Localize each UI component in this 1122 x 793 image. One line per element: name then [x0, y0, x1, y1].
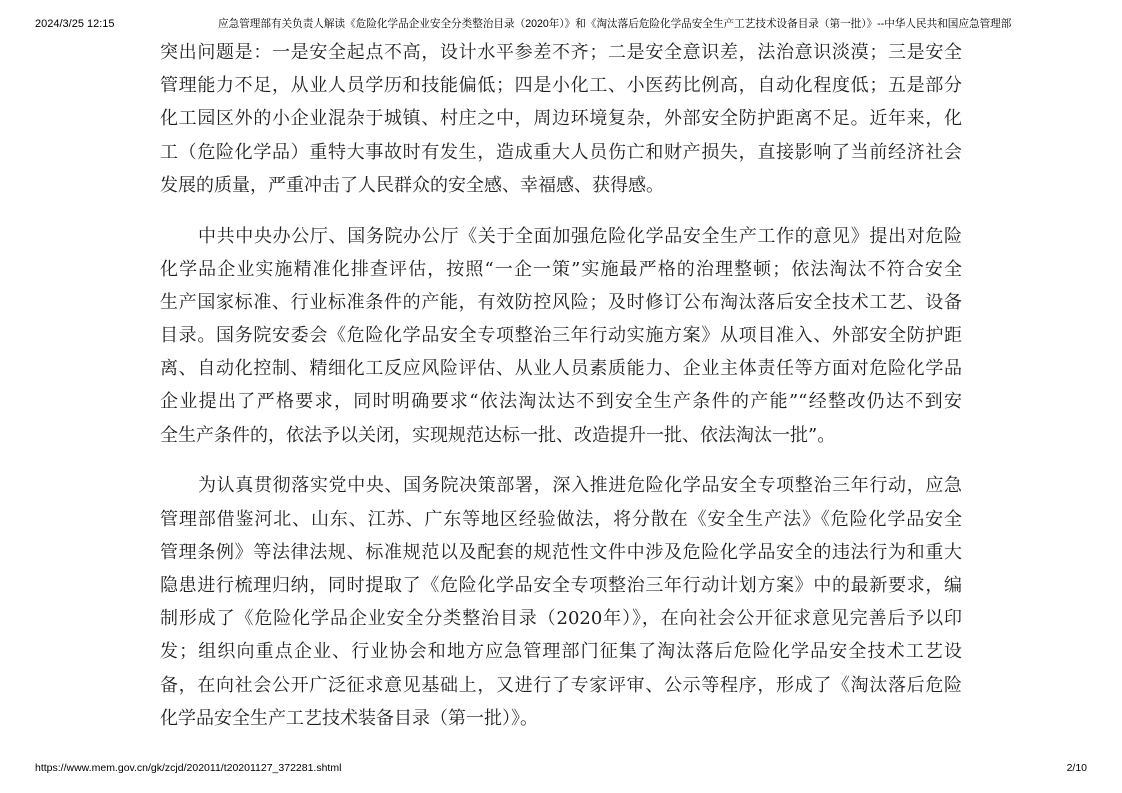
text-line: 发；组织向重点企业、行业协会和地方应急管理部门征集了淘汰落后危险化学品安全技术工艺设	[160, 641, 962, 663]
text-line: 化工园区外的小企业混杂于城镇、村庄之中，周边环境复杂，外部安全防护距离不足。近年来，化	[160, 108, 962, 130]
text-line: 企业提出了严格要求，同时明确要求“依法淘汰达不到安全生产条件的产能”“经整改仍达不到安	[160, 391, 962, 413]
paragraph	[160, 469, 962, 735]
text-line: 离、自动化控制、精细化工反应风险评估、从业人员素质能力、企业主体责任等方面对危险化学品	[160, 358, 962, 380]
text-line: 管理条例》等法律法规、标准规范以及配套的规范性文件中涉及危险化学品安全的违法行为和重大	[160, 541, 962, 563]
paragraph	[160, 220, 962, 452]
text-line: 化学品企业实施精准化排查评估，按照“一企一策”实施最严格的治理整顿；依法淘汰不符合安全	[160, 258, 962, 280]
text-line: 为认真贯彻落实党中央、国务院决策部署，深入推进危险化学品安全专项整治三年行动，应急	[198, 475, 962, 497]
text-line: 管理能力不足，从业人员学历和技能偏低；四是小化工、小医药比例高，自动化程度低；五是部分	[160, 75, 962, 97]
text-line: 生产国家标准、行业标准条件的产能，有效防控风险；及时修订公布淘汰落后安全技术工艺、设备	[160, 291, 962, 313]
text-line: 管理部借鉴河北、山东、江苏、广东等地区经验做法，将分散在《安全生产法》《危险化学品安全	[160, 508, 962, 530]
text-line: 全生产条件的，依法予以关闭，实现规范达标一批、改造提升一批、依法淘汰一批”。	[160, 424, 836, 446]
text-line: 发展的质量，严重冲击了人民群众的安全感、幸福感、获得感。	[160, 174, 664, 196]
paragraph	[160, 36, 962, 202]
text-line: 中共中央办公厅、国务院办公厅《关于全面加强危险化学品安全生产工作的意见》提出对危险	[198, 225, 962, 247]
text-line: 备，在向社会公开广泛征求意见基础上，又进行了专家评审、公示等程序，形成了《淘汰落后危险	[160, 674, 962, 696]
text-line: 目录。国务院安委会《危险化学品安全专项整治三年行动实施方案》从项目准入、外部安全防护距	[160, 325, 962, 347]
article-body	[160, 36, 962, 735]
page-url: https://www.mem.gov.cn/gk/zcjd/202011/t20201127_372281.shtml	[35, 762, 342, 774]
page-title: 应急管理部有关负责人解读《危险化学品企业安全分类整治目录（2020年）》和《淘汰落后危险化学品安全生产工艺技术设备目录（第一批）》--中华人民共和国应急管理部	[218, 18, 1012, 30]
text-line: 化学品安全生产工艺技术装备目录（第一批）》。	[160, 707, 538, 729]
text-line: 工（危险化学品）重特大事故时有发生，造成重大人员伤亡和财产损失，直接影响了当前经济社会	[160, 141, 962, 163]
page-number: 2/10	[1066, 762, 1087, 774]
print-timestamp: 2024/3/25 12:15	[35, 18, 115, 30]
text-line: 隐患进行梳理归纳，同时提取了《危险化学品安全专项整治三年行动计划方案》中的最新要求，编	[160, 575, 962, 596]
text-line: 突出问题是：一是安全起点不高，设计水平参差不齐；二是安全意识差，法治意识淡漠；三是安全	[160, 42, 962, 63]
text-line: 制形成了《危险化学品企业安全分类整治目录（2020年）》，在向社会公开征求意见完善后予以印	[160, 608, 962, 630]
